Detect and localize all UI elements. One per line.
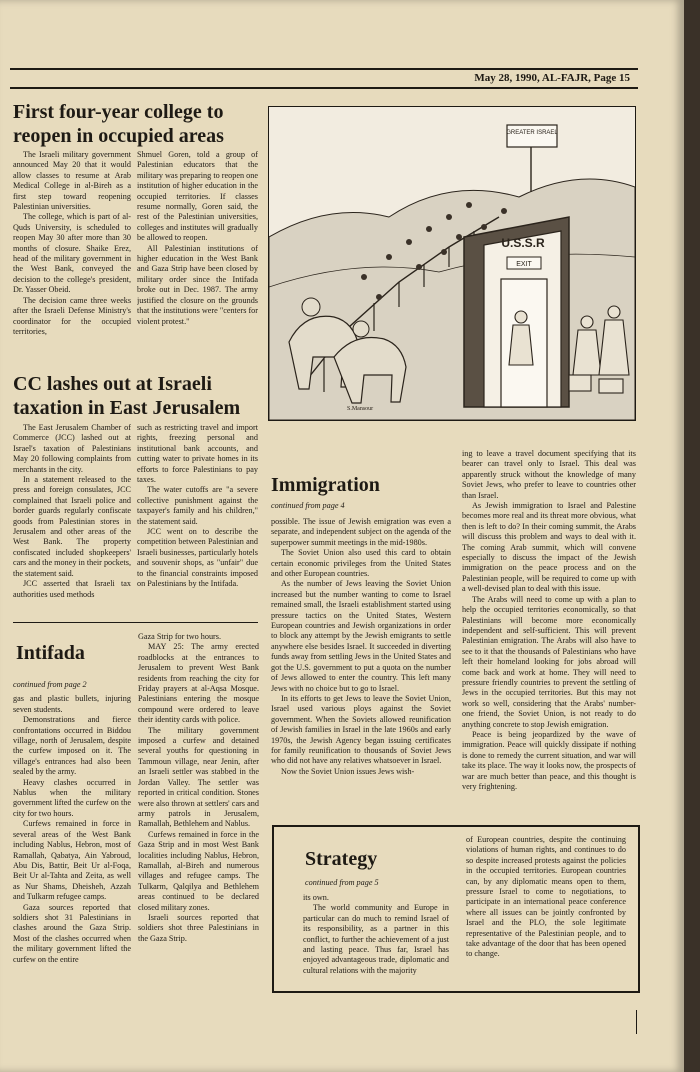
- paragraph: Now the Soviet Union issues Jews wish-: [281, 766, 415, 776]
- paragraph: The water cutoffs are "a severe collective punishment against the taxpayer's family and his children," the statement said.: [137, 485, 258, 526]
- immigration-column-1: [271, 517, 451, 817]
- paragraph: The college, which is part of al-Quds University, is scheduled to reopen May 30 after more than 30 months of closure. Shaike Erez, head of the military government in the West Bank, conveyed the decision to the college's president, Dr. Yasser Obeid.: [13, 212, 131, 295]
- paragraph: Peace is being jeopardized by the wave of immigration. Peace will quickly dissipate if nothing is done to remedy the current situation, and war will take its place. The way it looks now, the prospects of war are much better than peace, and this thought is very frightening.: [462, 729, 636, 791]
- page-dateline: May 28, 1990, AL-FAJR, Page 15: [474, 72, 630, 84]
- intifada-title: Intifada: [16, 642, 85, 664]
- paragraph: JCC asserted that Israeli tax authorities used methods: [13, 579, 131, 599]
- cartoon-signature: S.Mansour: [347, 406, 374, 412]
- immigration-column-2: [462, 449, 636, 817]
- paragraph: In its efforts to get Jews to leave the Soviet Union, Israel used various ploys against the Soviet government. When the Soviets allowed reunification of Jewish families in Israel in the late 1960s and early 1970s, the Jewish Agency began issuing certificates for family reunification to thousands of Soviet Jews who did not have any relatives whatsoever in Israel.: [271, 693, 451, 766]
- paragraph: of European countries, despite the continuing violations of human rights, and continues to do so despite increased protests against the policies in the occupied territories. European countries can, by any diplomatic means open to them, pressure Israel to come to negotiations, to participate in an international peace conference where all issues can be jointly confronted by Israel and the PLO, the sole legitimate representative of the Palestinian people, and to take advantage of the door that has been opened to change.: [466, 835, 626, 959]
- paragraph: Israeli sources reported that soldiers shot three Palestinians in the Gaza Strip.: [138, 912, 259, 943]
- paragraph: The world community and Europe in particular can do much to remind Israel of its responsibility, as a partner in this conflict, to further the achievement of a just and lasting peace. Thus far, Israel has enjoyed advantageous trade, diplomatic and cultural relations with the majority: [303, 903, 449, 975]
- paragraph: Demonstrations and fierce confrontations occurred in Biddou village, north of Jerusalem, despite the curfew imposed on it. The village's entrances had also been sealed by the army.: [13, 715, 131, 777]
- college-headline: First four-year college to reopen in occupied areas: [13, 101, 224, 147]
- immigration-title: Immigration: [271, 474, 380, 496]
- college-column-2: [137, 150, 258, 362]
- paragraph: Heavy clashes occurred in Nablus when the military government lifted the curfew on the city for two hours.: [13, 777, 131, 818]
- paragraph: The military government imposed a curfew and detained several youths for questioning in Tammoun village, near Jenin, after an Israeli settler was stabbed in the Jordan Valley. The settler was reported in critical condition. Stones were also thrown at settlers' cars and army patrols in Jerusalem, Ramallah, Bethlehem and Nablus.: [138, 725, 259, 829]
- paragraph: All Palestinian institutions of higher education in the West Bank and Gaza Strip have been closed by military order since the Intifada broke out in Dec. 1987. The army justified the closure on the grounds that the institutions were "centers for violent protest.": [137, 243, 258, 326]
- paragraph: JCC went on to describe the competition between Palestinian and Israeli businesses, particularly hotels and souvenir shops, as "unfair" due to the financial constraints imposed on Palestinians by the Intifada.: [137, 527, 258, 589]
- paragraph: such as restricting travel and import rights, freezing personal and institutional bank accounts, and cutting water to private homes in its efforts to force Palestinians to pay taxes.: [137, 423, 258, 485]
- cc-column-1: [13, 423, 131, 615]
- cartoon-exit-text: EXIT: [516, 261, 532, 268]
- paragraph: Gaza sources reported that soldiers shot 31 Palestinians in clashes around the Gaza Strip. Most of the clashes occurred when the military government lifted the curfew on the entire: [13, 902, 131, 964]
- immigration-continued: continued from page 4: [271, 501, 345, 510]
- paragraph: In a statement released to the press and foreign consulates, JCC complained that Israeli police and border guards regularly confiscate goods from Palestinian stores in Jerusalem and other areas of the West Bank. The property confiscated included shopkeepers' cars and the money in their pockets, the statement said.: [13, 475, 131, 578]
- strategy-title: Strategy: [305, 848, 378, 870]
- political-cartoon: [268, 106, 636, 421]
- intifada-column-1: [13, 680, 131, 1040]
- continued-note: continued from page 2: [13, 680, 87, 689]
- paragraph: As Jewish immigration to Israel and Palestine becomes more real and its threat more obvious, what then is left to do? In their coming summit, the Arabs will discuss this problem and ways to deal with it. The coming Arab summit, which will convene especially to discuss the impact of the Jewish immigration on the peace process and on the Palestinian people, will be required to come up with a well-devised plan to deal with this issue.: [462, 501, 636, 594]
- paragraph: Shmuel Goren, told a group of Palestinian educators that the military was preparing to reopen one institution of higher education in the occupied territories. If classes resume normally, Goren said, the rest of the Palestinian universities, colleges and institutes will gradually be allowed to reopen.: [137, 150, 258, 243]
- paragraph: The decision came three weeks after the Israeli Defense Ministry's coordinator for the occupied territories,: [13, 295, 131, 336]
- paragraph: Curfews remained in force in several areas of the West Bank including Nablus, Hebron, most of Ramallah, Qabatya, Ain Yabroud, Abu Dis, Battir, Beit Ur al-Foqa, Beit Ur al-Tahta and Zeita, as well as Nur Shams, Dheisheh, Azzah and Tulkarm refugee camps.: [13, 819, 131, 902]
- college-column-1: [13, 150, 131, 362]
- cartoon-illustration: [269, 107, 635, 420]
- section-divider: [13, 622, 258, 623]
- paragraph: Gaza Strip for two hours.: [138, 632, 221, 641]
- cc-headline: CC lashes out at Israeli taxation in East Jerusalem: [13, 373, 241, 419]
- paragraph: The Arabs will need to come up with a plan to help the occupied territories economically, so that Palestinians will become more economically independent and self-sufficient. This will prevent Palestinian emigration. The Arabs will also have to see to it that the thousands of Palestinians who have left their homeland looking for jobs abroad will come back and work at home. They will need to pressure friendly countries to prevent the settling of Jews in the occupied territories. But this may not work so well, considering that the Arabs' number-one friend, the Soviet Union, is not ready to do anything concrete to stop Jewish emigration.: [462, 594, 636, 729]
- cc-column-2: [137, 423, 258, 615]
- paragraph: gas and plastic bullets, injuring seven students.: [13, 694, 131, 714]
- strategy-continued: continued from page 5: [305, 878, 379, 887]
- cartoon-building-text: U.S.S.R: [501, 236, 545, 250]
- header-rule: [10, 87, 638, 89]
- paragraph: The Soviet Union also used this card to obtain certain economic privileges from the United States and other European countries.: [271, 548, 451, 579]
- margin-mark: [636, 1010, 637, 1034]
- paragraph: As the number of Jews leaving the Soviet Union increased but the number wanting to come to Israel remained small, the Israeli establishment started using pressure tactics on the United States, Western European countries and Jewish organizations in order to block any attempt by the Jewish emigrants to settle anywhere else besides Israel. It succeeded in diverting funds away from settling Jews in the United States and got the U.S. government to put a quota on the number of Jews allowed to enter the country. This left many Jews with no choice but to go to Israel.: [271, 579, 451, 693]
- intifada-column-2: [138, 632, 259, 1040]
- paragraph: MAY 25: The army erected roadblocks at the entrances to Jerusalem to prevent West Bank residents from reaching the city for Friday prayers at al-Aqsa Mosque. Palestinians entering the mosque compound were ordered to leave their identity cards with police.: [138, 642, 259, 725]
- paragraph: Curfews remained in force in the Gaza Strip and in most West Bank localities including Nablus, Hebron, Ramallah, al-Bireh and numerous villages and refugee camps. The Tulkarm, Qalqilya and Bethlehem areas continued to be declared closed military zones.: [138, 829, 259, 912]
- paragraph: its own.: [303, 893, 329, 902]
- paragraph: The Israeli military government announced May 20 that it would allow classes to resume at Arab Medical College in al-Bireh as a first step toward reopening Palestinian universities.: [13, 150, 131, 212]
- paragraph: The East Jerusalem Chamber of Commerce (JCC) lashed out at Israel's taxation of Palestinians May 20 following complaints from merchants in the city.: [13, 423, 131, 474]
- strategy-column-1: [303, 893, 449, 985]
- top-rule: [10, 68, 638, 70]
- paragraph: possible. The issue of Jewish emigration was even a separate, and independent subject on the agenda of the superpower summit meetings in the mid-1980s.: [271, 517, 451, 547]
- cartoon-sign-text: GREATER ISRAEL: [506, 130, 558, 136]
- paragraph: ing to leave a travel document specifying that its bearer can travel only to Israel. This deal was apparently struck without the knowledge of many Soviet Jews, who prefer to leave to countries other than Israel.: [462, 449, 636, 500]
- strategy-column-2: [466, 835, 626, 985]
